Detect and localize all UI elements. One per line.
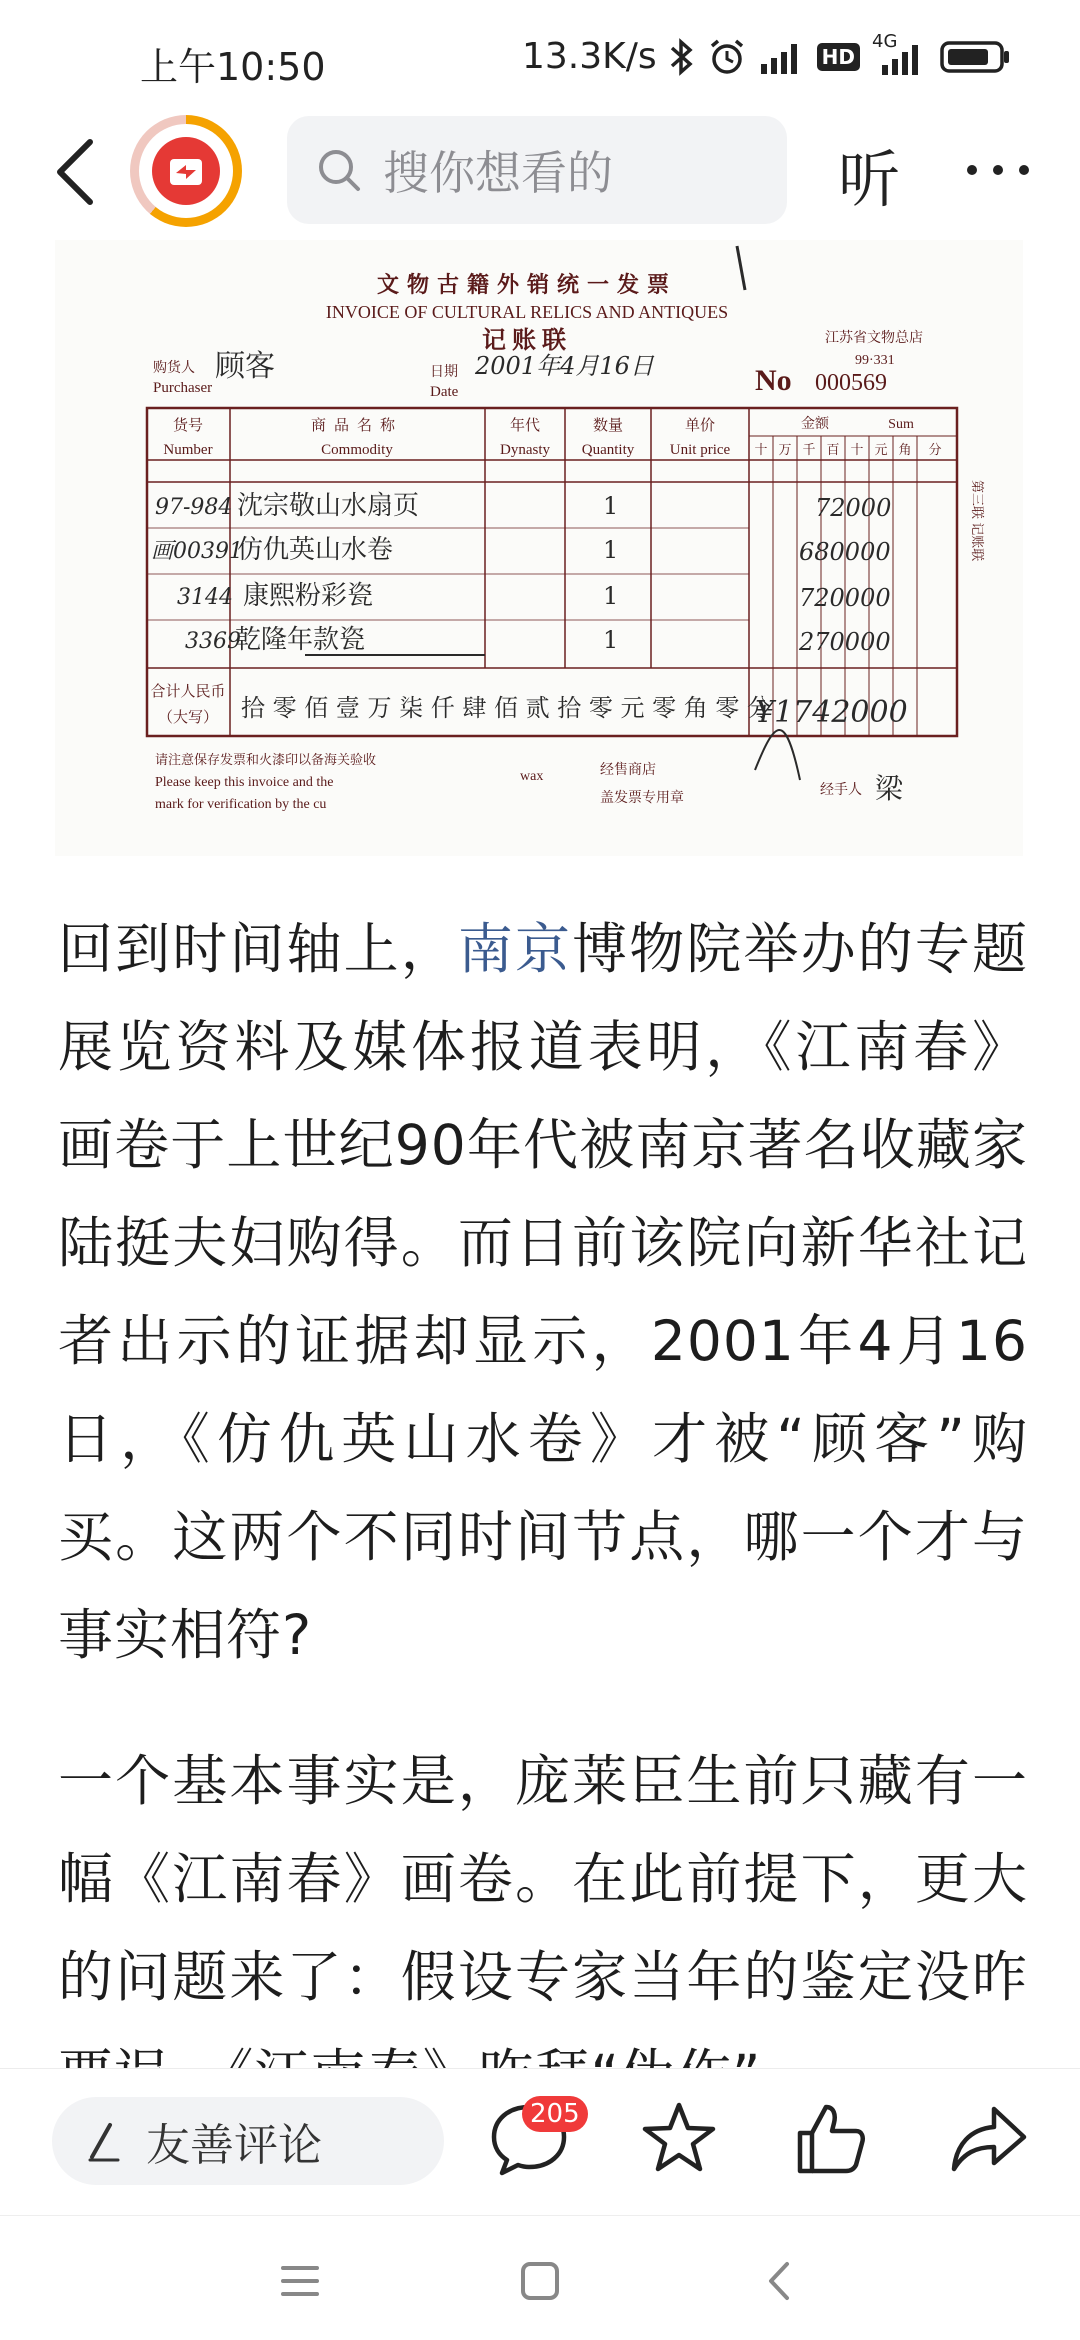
paragraph-text: 回到时间轴上， (58, 917, 458, 981)
battery-icon (940, 39, 1010, 75)
comment-input[interactable] (52, 2097, 444, 2185)
date-label-en: Date (430, 384, 459, 400)
paragraph-text: 博物院举办的专题展览资料及媒体报道表明，《江南春》画卷于上世纪90年代被南京著名收藏家陆挺夫妇购得。而日前该院向新华社记者出示的证据却显示，2001年4月16日，《仿仇英山水卷》才被“顾客”购买。这两个不同时间节点，哪一个才与事实相符? (58, 917, 1028, 1667)
sum-digit: 元 (874, 442, 888, 457)
pen-icon (84, 2119, 124, 2163)
share-arrow-icon[interactable] (944, 2093, 1034, 2183)
row-number: 画00391 (151, 539, 243, 564)
date-value: 2001年4月16日 (475, 352, 654, 380)
menu-nav-icon[interactable] (265, 2246, 335, 2316)
account-logo-icon (152, 137, 220, 205)
sum-digit: 万 (778, 442, 792, 457)
col-quantity-cn: 数量 (592, 418, 624, 434)
comment-count-badge: 205 (522, 2096, 588, 2132)
row-commodity: 乾隆年款瓷 (235, 625, 366, 655)
total-label-sub: （大写） (157, 710, 219, 726)
col-unit-price-cn: 单价 (684, 418, 716, 434)
total-in-figures: ¥1742000 (755, 695, 908, 730)
search-placeholder: 搜你想看的 (383, 146, 613, 200)
shop-label: 经售商店 (600, 763, 656, 778)
hd-icon: HD (817, 43, 860, 71)
row-number: 3369 (185, 629, 241, 654)
sum-digit: 十 (754, 442, 768, 457)
article-header (0, 110, 1080, 235)
purchaser-label: 购货人 (153, 361, 195, 376)
cell-label: 4G (872, 30, 898, 52)
invoice-note-cn: 请注意保存发票和火漆印以备海关验收 (155, 752, 377, 767)
row-commodity: 沈宗敬山水扇页 (237, 491, 420, 521)
system-navigation-bar (0, 2215, 1080, 2340)
invoice-number: 000569 (815, 370, 887, 396)
total-label: 合计人民币 (150, 684, 226, 700)
purchaser-label-en: Purchaser (153, 380, 213, 396)
col-unit-price-en: Unit price (669, 442, 731, 458)
sum-digit: 千 (802, 442, 816, 457)
row-sum: 720000 (799, 584, 891, 612)
row-number: 97-984 (155, 495, 233, 520)
alarm-icon (707, 37, 747, 77)
row-commodity: 仿仇英山水卷 (237, 535, 394, 565)
handler-signature: 梁 (875, 772, 904, 805)
invoice-image[interactable] (55, 240, 1023, 856)
article-paragraph (58, 900, 1028, 1684)
status-icons (522, 30, 1010, 77)
home-nav-icon[interactable] (505, 2246, 575, 2316)
status-time: 上午10:50 (140, 45, 326, 89)
invoice-title-en: INVOICE OF CULTURAL RELICS AND ANTIQUES (325, 302, 729, 322)
signal-icon (759, 40, 805, 74)
col-dynasty-cn: 年代 (509, 418, 541, 434)
status-bar (0, 0, 1080, 120)
search-input[interactable] (287, 116, 787, 224)
back-button[interactable] (40, 132, 120, 212)
row-quantity: 1 (603, 492, 619, 520)
col-number-en: Number (163, 442, 213, 458)
network-speed: 13.3K/s (522, 36, 657, 77)
invoice-title-cn: 文物古籍外销统一发票 (376, 272, 678, 297)
nanjing-link[interactable]: 南京 (457, 917, 573, 981)
col-dynasty-en: Dynasty (500, 442, 550, 458)
listen-button[interactable]: 听 (838, 143, 901, 216)
col-sum-en: Sum (888, 417, 914, 432)
more-options-icon[interactable] (958, 140, 1038, 200)
invoice-subtitle: 记账联 (482, 328, 572, 354)
like-thumbs-up-icon[interactable] (784, 2093, 874, 2183)
invoice-number-prefix: No (755, 364, 792, 397)
row-number: 3144 (177, 585, 233, 610)
col-commodity-cn: 商品名称 (310, 418, 404, 434)
col-quantity-en: Quantity (581, 442, 635, 458)
purchaser-value: 顾客 (215, 349, 275, 384)
row-quantity: 1 (603, 536, 619, 564)
4g-signal-icon (872, 30, 928, 77)
row-commodity: 康熙粉彩瓷 (243, 581, 374, 611)
invoice-issuer: 江苏省文物总店 (825, 331, 923, 346)
back-nav-icon[interactable] (745, 2246, 815, 2316)
account-avatar[interactable] (130, 115, 242, 227)
handler-label: 经手人 (820, 783, 862, 798)
sum-digit: 分 (928, 442, 942, 457)
sum-digit: 百 (826, 442, 840, 457)
sum-digit: 角 (898, 442, 912, 457)
wax-label: wax (520, 769, 544, 784)
search-icon (315, 146, 363, 194)
shop-stamp: 盖发票专用章 (600, 791, 684, 806)
article-body (58, 900, 1028, 2124)
comment-placeholder: 友善评论 (146, 2120, 322, 2171)
row-sum: 270000 (799, 628, 891, 656)
side-label: 第三联 记账联 (970, 480, 985, 562)
invoice-note-en-2: mark for verification by the cu (155, 797, 327, 812)
col-number-cn: 货号 (172, 418, 204, 434)
col-sum-cn: 金额 (801, 417, 829, 432)
invoice-note-en-1: Please keep this invoice and the (155, 775, 334, 790)
row-quantity: 1 (603, 626, 619, 654)
date-label: 日期 (430, 365, 458, 380)
favorite-star-icon[interactable] (634, 2093, 724, 2183)
row-sum: 72000 (815, 494, 892, 522)
total-in-words: 拾 零 佰 壹 万 柒 仟 肆 佰 贰 拾 零 元 零 角 零 分 (241, 694, 772, 722)
row-quantity: 1 (603, 582, 619, 610)
row-sum: 680000 (799, 538, 891, 566)
bottom-action-bar (0, 2068, 1080, 2203)
invoice-serial-code: 99·331 (855, 353, 895, 368)
article-paragraph: 一个基本事实是，庞莱臣生前只藏有一幅《江南春》画卷。在此前提下，更大的问题来了：假设专家当年的鉴定没昨 (58, 1749, 1028, 2009)
col-commodity-en: Commodity (321, 442, 393, 458)
bluetooth-icon (669, 37, 695, 77)
sum-digit: 十 (850, 442, 864, 457)
